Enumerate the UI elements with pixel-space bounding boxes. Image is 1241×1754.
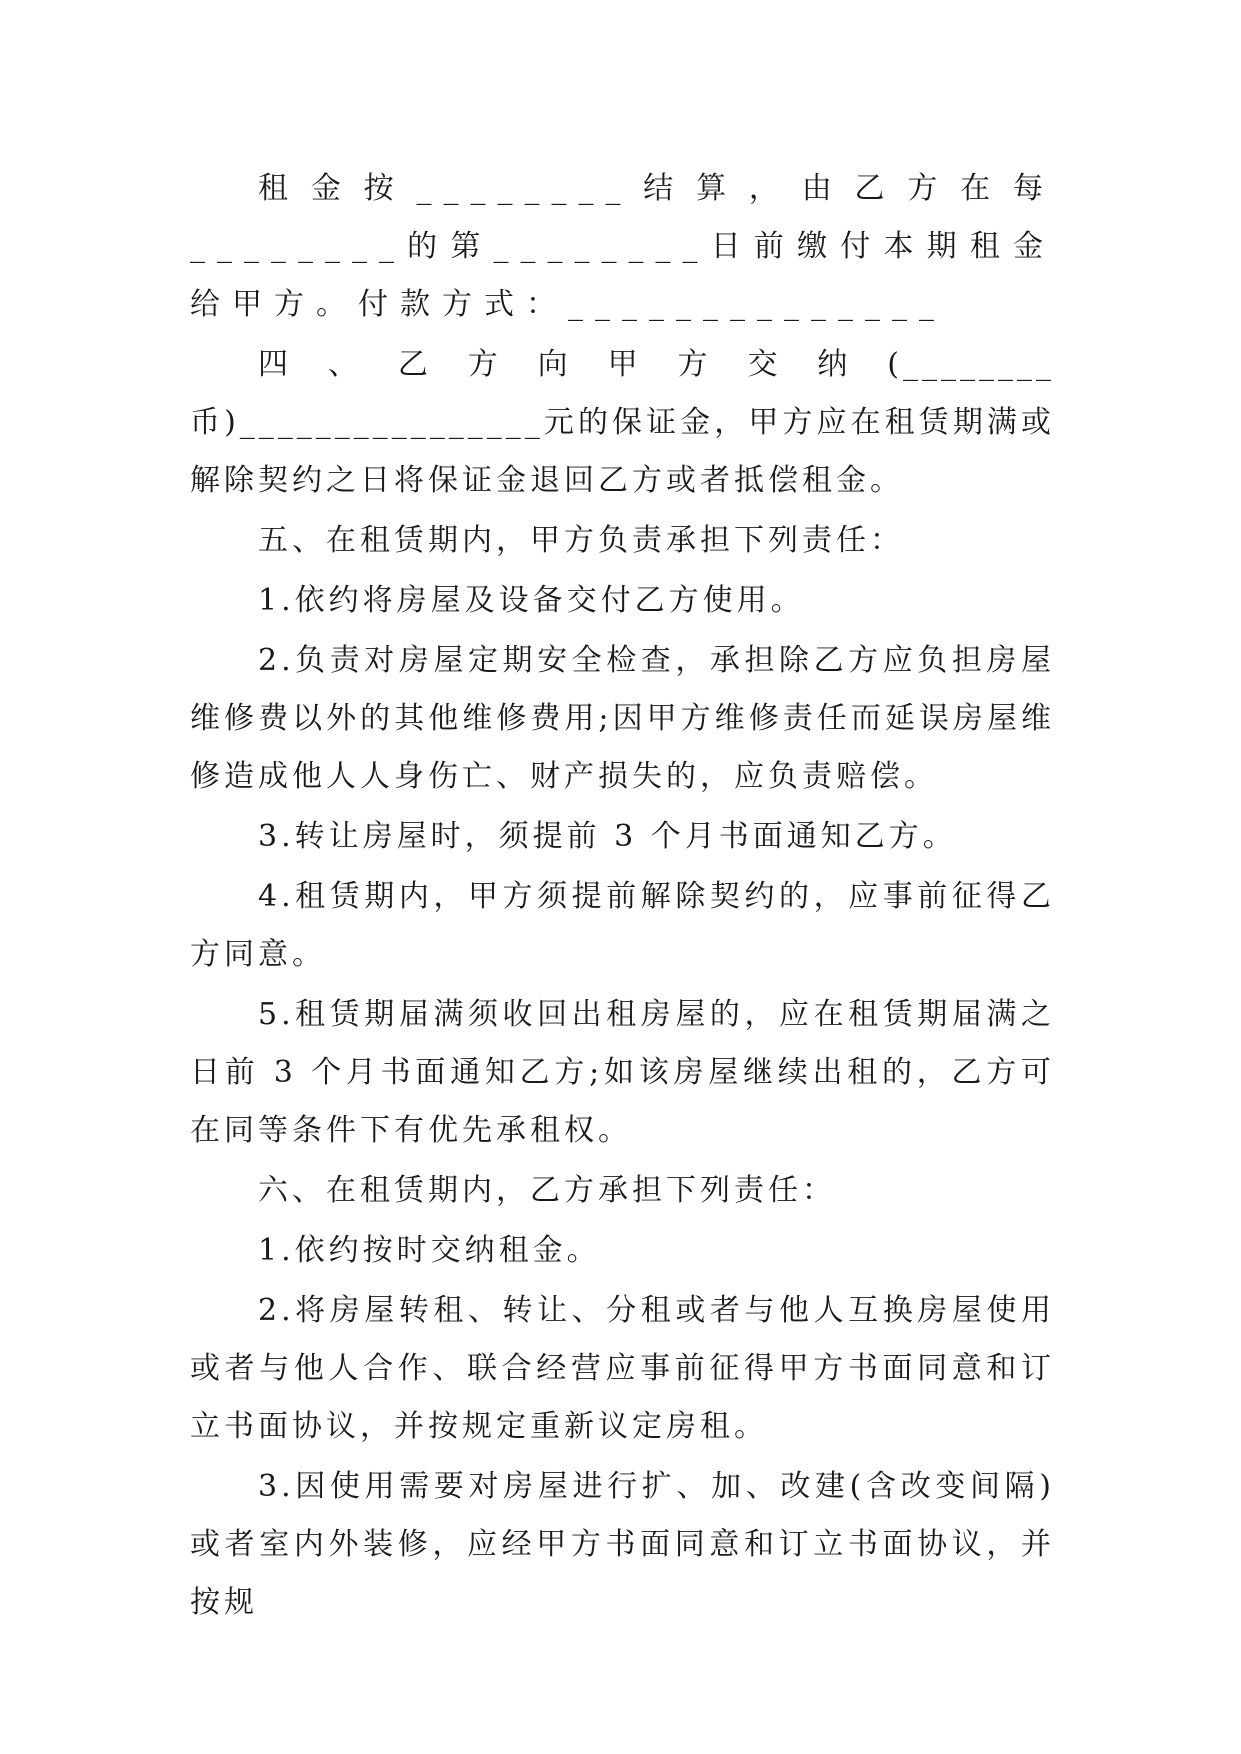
paragraph-section-six-item-2: 2.将房屋转租、转让、分租或者与他人互换房屋使用或者与他人合作、联合经营应事前征得甲方书面同意和订立书面协议，并按规定重新议定房租。 <box>190 1293 1055 1444</box>
paragraph-section-five-item-5: 5.租赁期届满须收回出租房屋的，应在租赁期届满之日前 3 个月书面通知乙方;如该房屋继续出租的，乙方可在同等条件下有优先承租权。 <box>190 997 1055 1148</box>
paragraph-section-five-item-3: 3.转让房屋时，须提前 3 个月书面通知乙方。 <box>258 819 957 854</box>
paragraph-rent-settlement: 租金按________结算，由乙方在每________的第________日前缴付本期租金给甲方。付款方式：______________ <box>190 171 1055 322</box>
paragraph-deposit: 四、乙方向甲方交纳(________币)________________元的保证金，甲方应在租赁期满或解除契约之日将保证金退回乙方或者抵偿租金。 <box>190 347 1055 498</box>
paragraph-section-five-item-1: 1.依约将房屋及设备交付乙方使用。 <box>258 583 805 618</box>
paragraph-section-five-item-4: 4.租赁期内，甲方须提前解除契约的，应事前征得乙方同意。 <box>190 879 1055 972</box>
paragraph-section-six-item-3: 3.因使用需要对房屋进行扩、加、改建(含改变间隔)或者室内外装修，应经甲方书面同意和订立书面协议，并按规 <box>190 1469 1055 1620</box>
paragraph-section-six-item-1: 1.依约按时交纳租金。 <box>258 1233 601 1268</box>
paragraph-section-five-item-2: 2.负责对房屋定期安全检查，承担除乙方应负担房屋维修费以外的其他维修费用;因甲方维修责任而延误房屋维修造成他人人身伤亡、财产损失的，应负责赔偿。 <box>190 643 1055 794</box>
paragraph-section-six-heading: 六、在租赁期内，乙方承担下列责任： <box>258 1173 836 1208</box>
paragraph-section-five-heading: 五、在租赁期内，甲方负责承担下列责任： <box>258 523 904 558</box>
document-page <box>190 160 1055 1632</box>
